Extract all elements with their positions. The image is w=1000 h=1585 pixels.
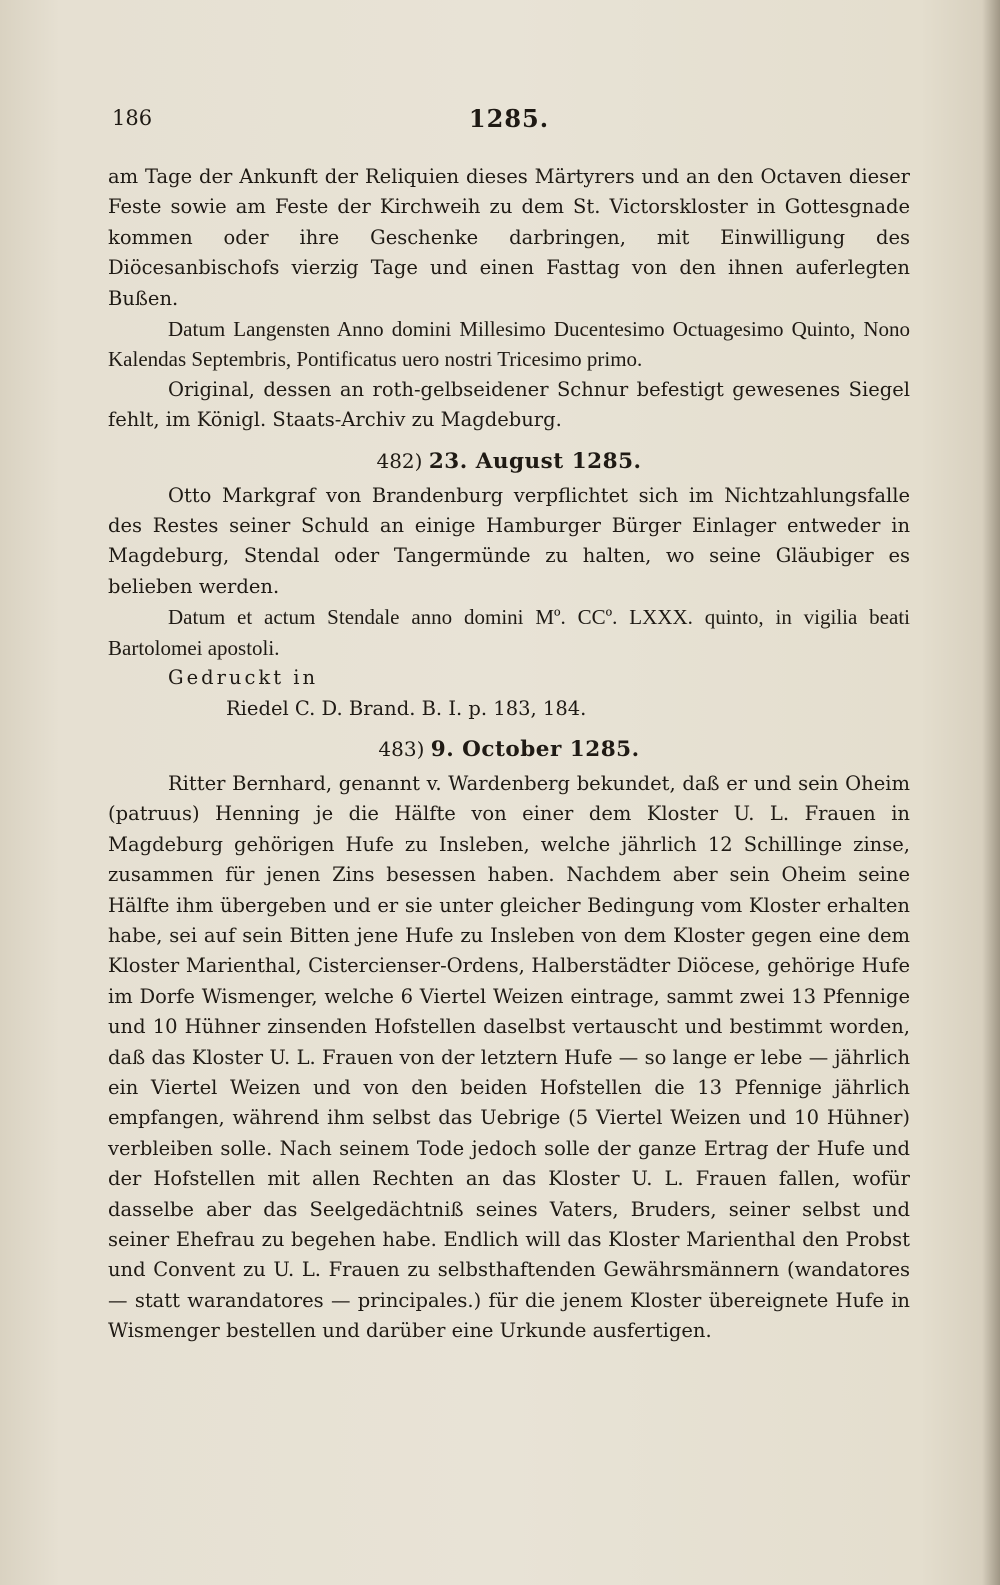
document-483-heading — [108, 734, 910, 765]
running-head — [108, 100, 910, 140]
document-482-printed-label: Gedruckt in — [168, 666, 319, 690]
document-483-body: Ritter Bernhard, genannt v. Wardenberg bekundet, daß er und sein Oheim (patruus) Henning je die Hälfte von einer dem Kloster U. L. Frauen in Magdeburg gehörigen Hufe zu Insleben, welche jährlich 12 Schillinge zinse, zusammen für jenen Zins besessen haben. Nachdem aber sein Oheim seine Hälfte ihm übergeben und er sie unter gleicher Bedingung vom Kloster erhalten habe, sei auf sein Bitten jene Hufe zu Insleben von dem Kloster gegen eine dem Kloster Marienthal, Cistercienser-Ordens, Halberstädter Diöcese, gehörige Hufe im Dorfe Wismenger, welche 6 Viertel Weizen eintrage, sammt zwei 13 Pfennige und 10 Hühner zinsenden Hofstellen daselbst vertauscht und bestimmt worden, daß das Kloster U. L. Frauen von der letztern Hufe — so lange er lebe — jährlich ein Viertel Weizen und von den beiden Hofstellen die 13 Pfennige jährlich empfangen, während ihm selbst das Uebrige (5 Viertel Weizen und 10 Hühner) verbleiben solle. Nach seinem Tode jedoch solle der ganze Ertrag der Hufe und der Hofstellen mit allen Rechten an das Kloster U. L. Frauen fallen, wofür dasselbe aber das Seelgedächtniß seines Vaters, Bruders, seiner selbst und seiner Ehefrau zu begehen habe. Endlich will das Kloster Marienthal den Probst und Convent zu U. L. Frauen zu selbsthaftenden Gewährsmännern (wandatores — statt warandatores — principales.) für die jenem Kloster übereignete Hufe in Wismenger bestellen und darüber eine Urkunde ausfertigen. — [108, 771, 910, 1343]
document-483 — [108, 734, 910, 1347]
document-482-datum: Datum et actum Stendale anno domini Mº. CCº. LXXX. quinto, in vigilia beati Bartolomei apostoli. — [108, 605, 910, 660]
document-482 — [108, 446, 910, 724]
document-482-date: 23. August 1285. — [428, 448, 642, 474]
document-481-original-note: Original, dessen an roth-gelbseidener Schnur befestigt gewesenes Siegel fehlt, im Königl. Staats-Archiv zu Magdeburg. — [108, 377, 910, 432]
document-482-number: 482) — [376, 448, 423, 473]
document-481-body: am Tage der Ankunft der Reliquien dieses Märtyrers und an den Octaven dieser Feste sowie am Feste der Kirchweih zu dem St. Victorskloster in Gottesgnade kommen oder ihre Geschenke darbringen, mit Einwilligung des Diöcesanbischofs vierzig Tage und einen Fasttag von den ihnen auferlegten Bußen. — [108, 165, 910, 310]
year-heading: 1285. — [468, 104, 550, 133]
document-482-heading — [108, 446, 910, 477]
document-481-continuation — [108, 162, 910, 436]
document-483-date: 9. October 1285. — [430, 736, 640, 762]
document-481-datum: Datum Langensten Anno domini Millesimo Ducentesimo Octuagesimo Quinto, Nono Kalendas Septembris, Pontificatus uero nostri Tricesimo primo. — [108, 317, 910, 372]
document-482-body: Otto Markgraf von Brandenburg verpflichtet sich im Nichtzahlungsfalle des Restes seiner Schuld an einige Hamburger Bürger Einlager entweder in Magdeburg, Stendal oder Tangermünde zu halten, wo seine Gläubiger es belieben werden. — [108, 483, 910, 598]
text-block — [108, 100, 910, 1347]
document-482-source: Riedel C. D. Brand. B. I. p. 183, 184. — [226, 696, 587, 720]
page-number: 186 — [112, 106, 153, 130]
page-edge-shadow — [982, 0, 1000, 1585]
document-483-number: 483) — [378, 736, 425, 761]
